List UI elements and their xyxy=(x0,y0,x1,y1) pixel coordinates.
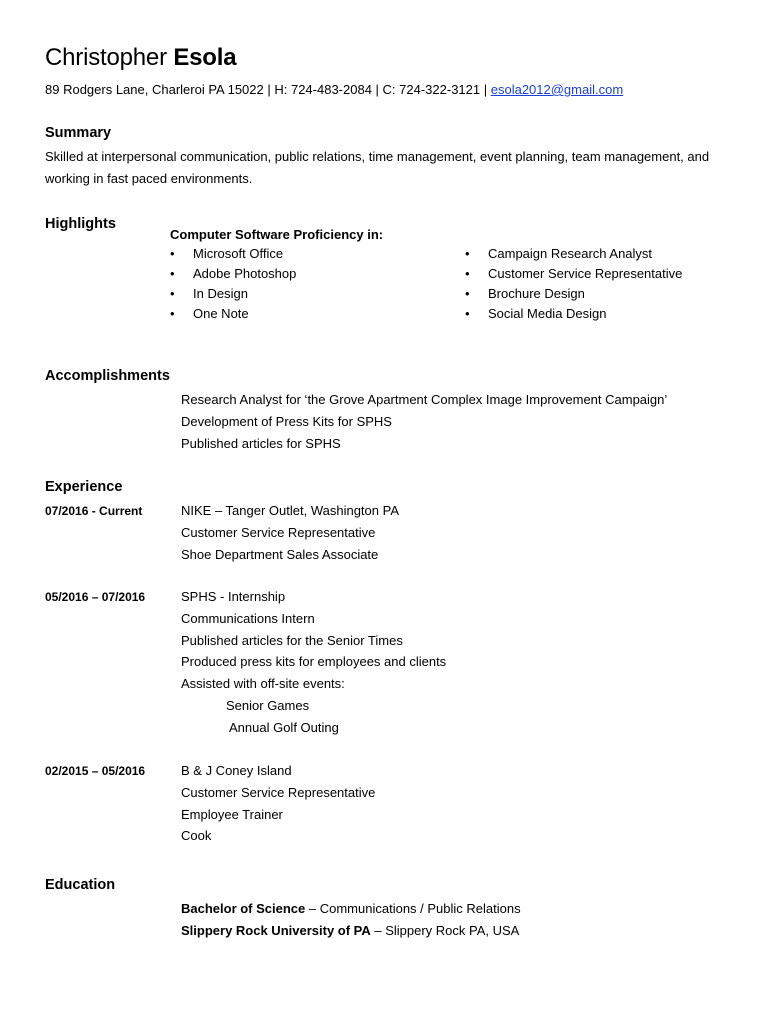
experience-heading: Experience xyxy=(45,479,123,495)
education-entry xyxy=(181,898,521,942)
email-link[interactable]: esola2012@gmail.com xyxy=(490,82,624,97)
candidate-name xyxy=(45,44,236,72)
job-line: Cook xyxy=(181,828,212,844)
list-item: • Brochure Design xyxy=(465,284,682,304)
job-entry xyxy=(181,586,446,739)
summary-heading: Summary xyxy=(45,125,112,141)
highlights-list-right xyxy=(465,244,682,324)
school-detail: – Slippery Rock PA, USA xyxy=(370,922,520,938)
job-line: Published articles for the Senior Times xyxy=(181,632,403,648)
separator: | xyxy=(263,82,275,97)
separator: | xyxy=(480,82,491,97)
list-item: • In Design xyxy=(170,284,296,304)
highlights-list-left xyxy=(170,244,296,324)
degree: Bachelor of Science xyxy=(181,901,306,916)
degree-line xyxy=(181,898,521,920)
job-line: Customer Service Representative xyxy=(181,784,376,800)
degree-detail: – Communications / Public Relations xyxy=(305,901,521,916)
list-item: • Campaign Research Analyst xyxy=(465,244,682,264)
school: Slippery Rock University of PA xyxy=(181,922,371,938)
home-phone: H: 724-483-2084 xyxy=(274,82,372,97)
address: 89 Rodgers Lane, Charleroi PA 15022 xyxy=(45,82,264,97)
education-heading: Education xyxy=(45,877,116,893)
job-line: Produced press kits for employees and clients xyxy=(181,654,447,670)
list-item: Published articles for SPHS xyxy=(181,435,341,451)
summary-text: Skilled at interpersonal communication, public relations, time management, event planning, team management, and working in fast paced environments. xyxy=(45,149,710,186)
job-entry xyxy=(181,760,375,847)
school-line xyxy=(181,920,521,942)
job-line: Employee Trainer xyxy=(181,806,283,822)
list-item: • One Note xyxy=(170,304,296,324)
accomplishments-list xyxy=(181,389,667,454)
job-line: Shoe Department Sales Associate xyxy=(181,546,379,562)
list-item: • Customer Service Representative xyxy=(465,264,682,284)
job-dates: 05/2016 – 07/2016 xyxy=(45,590,146,604)
list-item: • Adobe Photoshop xyxy=(170,264,296,284)
job-line: NIKE – Tanger Outlet, Washington PA xyxy=(181,503,399,518)
last-name: Esola xyxy=(173,44,237,71)
job-entry xyxy=(181,500,399,565)
list-item: • Microsoft Office xyxy=(170,244,296,264)
contact-line xyxy=(45,82,623,97)
separator: | xyxy=(371,82,383,97)
job-line: Communications Intern xyxy=(181,610,315,626)
software-proficiency-title: Computer Software Proficiency in: xyxy=(170,227,384,242)
job-subline: Senior Games xyxy=(226,697,310,713)
cell-phone: C: 724-322-3121 xyxy=(382,82,481,97)
job-dates: 02/2015 – 05/2016 xyxy=(45,764,146,778)
job-subline: Annual Golf Outing xyxy=(229,719,339,735)
job-dates: 07/2016 - Current xyxy=(45,504,143,518)
accomplishments-heading: Accomplishments xyxy=(45,368,170,384)
list-item: Research Analyst for ‘the Grove Apartment Complex Image Improvement Campaign’ xyxy=(181,392,668,407)
job-line: SPHS - Internship xyxy=(181,589,286,604)
list-item: Development of Press Kits for SPHS xyxy=(181,413,392,429)
list-item: • Social Media Design xyxy=(465,304,682,324)
job-line: Assisted with off-site events: xyxy=(181,676,345,692)
job-line: B & J Coney Island xyxy=(181,763,292,778)
highlights-heading: Highlights xyxy=(45,216,116,232)
job-line: Customer Service Representative xyxy=(181,524,376,540)
first-name: Christopher xyxy=(45,44,167,71)
